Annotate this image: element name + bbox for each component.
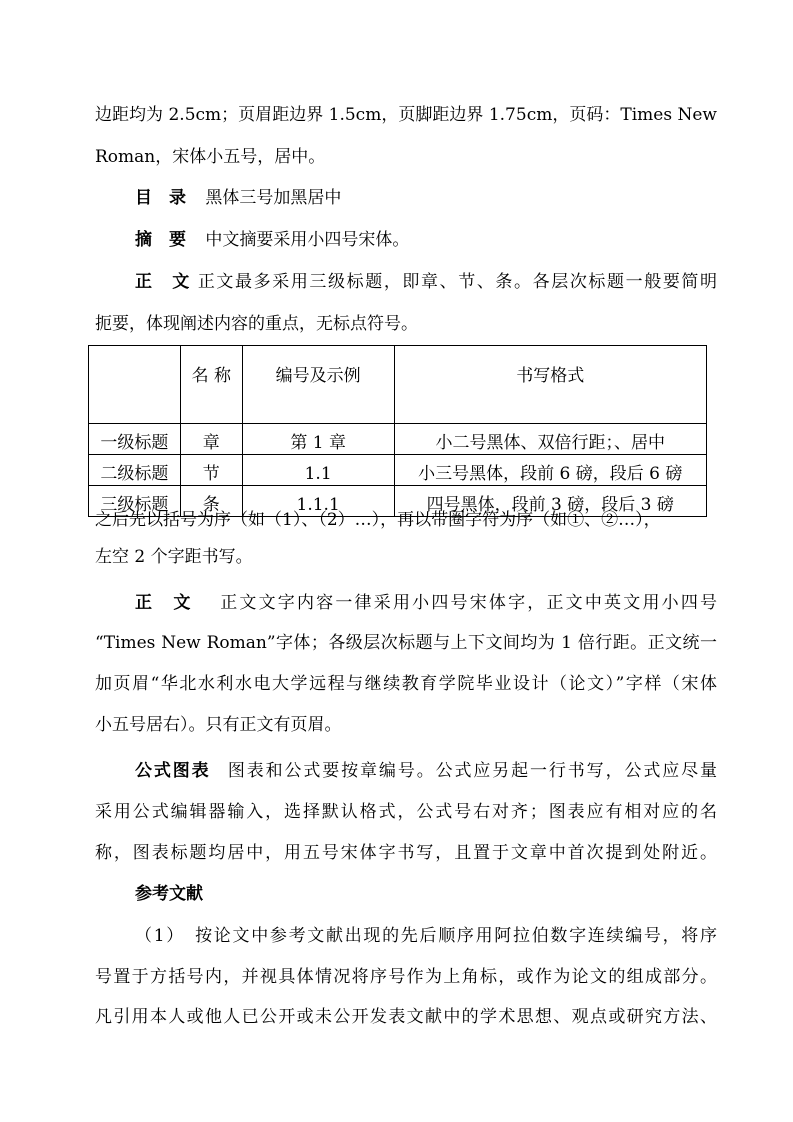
- paragraph-line: 小五号居右）。只有正文有页眉。: [95, 715, 342, 735]
- references-heading: 参考文献: [135, 884, 203, 904]
- table-row: [89, 424, 707, 455]
- toc-paragraph: [135, 187, 341, 209]
- table-row: [89, 455, 707, 486]
- table-header-cell: 编号及示例: [242, 346, 394, 424]
- table-cell: 1.1: [242, 455, 394, 486]
- body-text: 正文文字内容一律采用小四号宋体字，正文中英文用小四号: [220, 593, 718, 613]
- toc-label: 目 录: [135, 188, 186, 208]
- paragraph-line: 凡引用本人或他人已公开或未公开发表文献中的学术思想、观点或研究方法、: [95, 1007, 717, 1027]
- table-header-row: [89, 346, 707, 424]
- body-label: 正 文: [135, 272, 191, 292]
- paragraph-line: 采用公式编辑器输入，选择默认格式，公式号右对齐；图表应有相对应的名: [95, 802, 717, 822]
- abstract-paragraph: [135, 229, 409, 251]
- body-label: 正 文: [135, 593, 193, 613]
- paragraph-line: 称，图表标题均居中，用五号宋体字书写，且置于文章中首次提到处附近。: [95, 843, 717, 863]
- paragraph-line: 号置于方括号内，并视具体情况将序号作为上角标，或作为论文的组成部分。: [95, 967, 717, 987]
- table-cell: 四号黑体，段前 3 磅，段后 3 磅: [394, 486, 706, 517]
- table-header-cell: 书写格式: [394, 346, 706, 424]
- table-cell: 条: [180, 486, 242, 517]
- table-cell: 三级标题: [89, 486, 181, 517]
- reference-item: （1） 按论文中参考文献出现的先后顺序用阿拉伯数字连续编号，将序: [135, 926, 717, 946]
- formula-text: 图表和公式要按章编号。公式应另起一行书写，公式应尽量: [227, 761, 718, 781]
- table-cell: 小三号黑体，段前 6 磅，段后 6 磅: [394, 455, 706, 486]
- table-header-cell: [89, 346, 181, 424]
- formula-paragraph: [135, 760, 717, 782]
- table-header-cell: 名 称: [180, 346, 242, 424]
- paragraph-line: 加页眉“华北水利水电大学远程与继续教育学院毕业设计（论文）”字样（宋体: [95, 674, 717, 694]
- paragraph-line: 左空 2 个字距书写。: [95, 547, 253, 567]
- paragraph-line: “Times New Roman”字体；各级层次标题与上下文间均为 1 倍行距。正文统一: [95, 633, 717, 653]
- table-cell: 二级标题: [89, 455, 181, 486]
- table-cell: 小二号黑体、双倍行距；、居中: [394, 424, 706, 455]
- abstract-text: 中文摘要采用小四号宋体。: [205, 230, 410, 250]
- paragraph-line: 之后先以括号为序（如（1）、（2）…），再以带圈字符为序（如①、②…），: [95, 510, 661, 530]
- paragraph-line: 扼要，体现阐述内容的重点，无标点符号。: [95, 314, 418, 334]
- paragraph-line: Roman，宋体小五号，居中。: [95, 147, 326, 167]
- table-cell: 章: [180, 424, 242, 455]
- body-text: 正文最多采用三级标题，即章、节、条。各层次标题一般要简明: [197, 272, 718, 292]
- table-cell: 第 1 章: [242, 424, 394, 455]
- paragraph-line: 边距均为 2.5cm；页眉距边界 1.5cm，页脚距边界 1.75cm，页码：Times New: [95, 105, 717, 125]
- abstract-label: 摘 要: [135, 230, 186, 250]
- toc-text: 黑体三号加黑居中: [205, 188, 342, 208]
- table-cell: 一级标题: [89, 424, 181, 455]
- body-heading-paragraph: [135, 271, 717, 293]
- formula-label: 公式图表: [135, 761, 211, 781]
- heading-format-table: [88, 345, 707, 517]
- table-cell: 节: [180, 455, 242, 486]
- body-paragraph: [135, 592, 717, 614]
- table-cell: 1.1.1: [242, 486, 394, 517]
